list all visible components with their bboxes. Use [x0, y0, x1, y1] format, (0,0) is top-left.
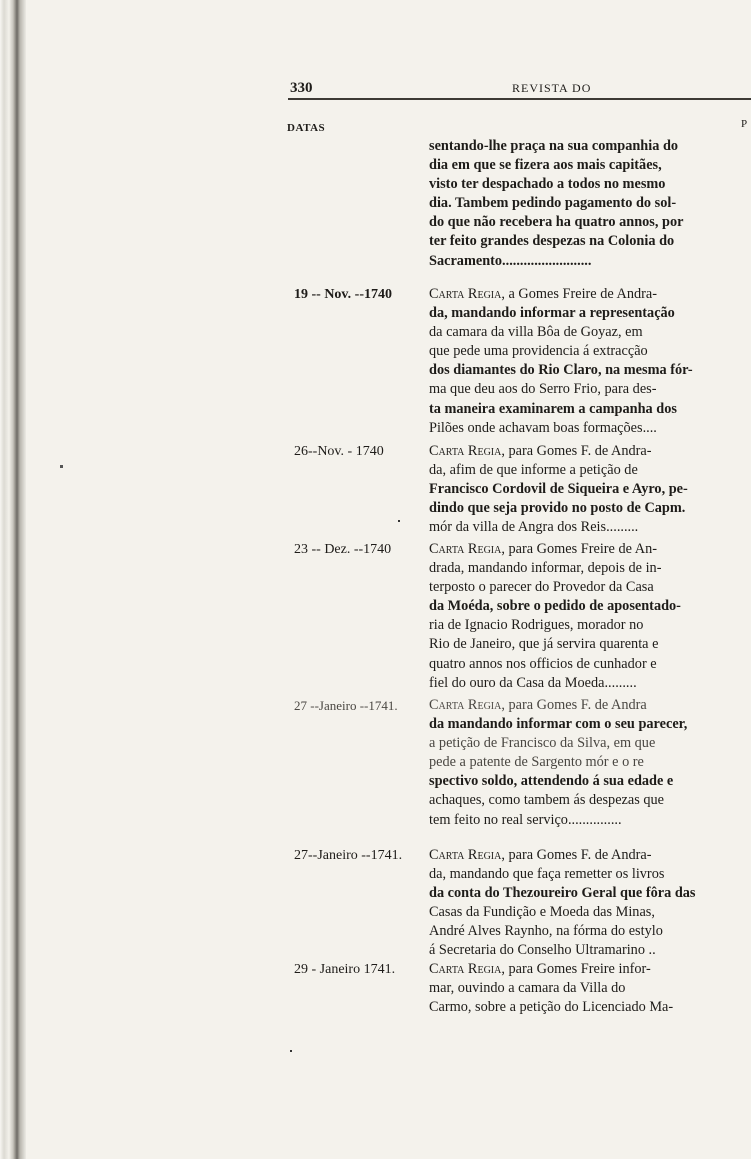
- margin-letter: P: [741, 118, 748, 130]
- text-line: Carta Regia, a Gomes Freire de Andra-: [429, 286, 657, 302]
- text-line: da Moéda, sobre o pedido de aposentado-: [429, 598, 681, 615]
- text-line: dia em que se fizera aos mais capitães,: [429, 157, 662, 174]
- text-line: ter feito grandes despezas na Colonia do: [429, 233, 675, 250]
- text-line: que pede uma providencia á extracção: [429, 343, 648, 360]
- entry-text: [429, 442, 741, 537]
- text-line: quatro annos nos officios de cunhador e: [429, 655, 657, 672]
- text-line: Pilões onde achavam boas formações....: [429, 419, 657, 436]
- text-line: Carta Regia, para Gomes Freire infor-: [429, 961, 651, 977]
- page-speck: [60, 465, 63, 468]
- text-line: ria de Ignacio Rodrigues, morador no: [429, 617, 644, 634]
- entry-text: [429, 846, 741, 961]
- document-type-label: Carta Regia: [429, 541, 502, 557]
- text-line: á Secretaria do Conselho Ultramarino ..: [429, 942, 656, 959]
- text-line: ta maneira examinarem a campanha dos: [429, 400, 677, 417]
- book-spine-shadow: [0, 0, 26, 1159]
- entry-text: [429, 137, 741, 271]
- text-line: do que não recebera ha quatro annos, por: [429, 214, 684, 231]
- text-line: da, mandando que faça remetter os livros: [429, 866, 665, 883]
- document-type-label: Carta Regia: [429, 847, 502, 863]
- text-line: tem feito no real serviço...............: [429, 811, 622, 828]
- text-line: Carmo, sobre a petição do Licenciado Ma-: [429, 999, 674, 1016]
- text-line: da camara da villa Bôa de Goyaz, em: [429, 324, 643, 341]
- entry-date: 19 -- Nov. --1740: [294, 287, 392, 302]
- text-line: Carta Regia, para Gomes F. de Andra-: [429, 443, 652, 459]
- text-line: Sacramento.........................: [429, 252, 592, 269]
- text-line: ma que deu aos do Serro Frio, para des-: [429, 381, 657, 398]
- text-line: fiel do ouro da Casa da Moeda.........: [429, 674, 637, 691]
- document-type-label: Carta Regia: [429, 961, 502, 977]
- text-line: da, afim de que informe a petição de: [429, 462, 638, 479]
- text-line: Casas da Fundição e Moeda das Minas,: [429, 904, 655, 921]
- entry-text: [429, 540, 741, 693]
- text-line: a petição de Francisco da Silva, em que: [429, 735, 656, 752]
- document-type-label: Carta Regia: [429, 697, 502, 713]
- entry-text: [429, 285, 741, 438]
- header-rule: [288, 98, 751, 100]
- entry-text: [429, 960, 741, 1017]
- text-line: mór da villa de Angra dos Reis.........: [429, 519, 639, 536]
- entry-date: 27--Janeiro --1741.: [294, 848, 403, 863]
- entry-text: [429, 696, 741, 830]
- text-line: achaques, como tambem ás despezas que: [429, 792, 665, 809]
- entry-date: 26--Nov. - 1740: [294, 444, 384, 459]
- entry-date: 27 --Janeiro --1741.: [294, 698, 398, 713]
- entry-date: 29 - Janeiro 1741.: [294, 962, 396, 977]
- page-speck: [398, 520, 400, 522]
- text-line: Rio de Janeiro, que já servira quarenta e: [429, 636, 659, 653]
- text-line: visto ter despachado a todos no mesmo: [429, 176, 666, 193]
- text-line: pede a patente de Sargento mór e o re: [429, 754, 644, 771]
- text-line: drada, mandando informar, depois de in-: [429, 560, 662, 577]
- text-line: André Alves Raynho, na fórma do estylo: [429, 923, 663, 940]
- dates-column-heading: DATAS: [287, 122, 326, 134]
- text-line: spectivo soldo, attendendo á sua edade e: [429, 773, 674, 790]
- running-head: REVISTA DO: [512, 81, 592, 95]
- document-type-label: Carta Regia: [429, 443, 502, 459]
- text-line: Carta Regia, para Gomes Freire de An-: [429, 541, 657, 557]
- text-line: sentando-lhe praça na sua companhia do: [429, 138, 679, 154]
- text-line: Francisco Cordovil de Siqueira e Ayro, pe-: [429, 481, 688, 498]
- text-line: dia. Tambem pedindo pagamento do sol-: [429, 195, 677, 212]
- text-line: da, mandando informar a representação: [429, 305, 675, 322]
- text-line: Carta Regia, para Gomes F. de Andra: [429, 697, 647, 713]
- text-line: Carta Regia, para Gomes F. de Andra-: [429, 847, 652, 863]
- text-line: dindo que seja provido no posto de Capm.: [429, 500, 686, 517]
- text-line: dos diamantes do Rio Claro, na mesma fór-: [429, 362, 693, 379]
- page-speck: [290, 1050, 292, 1052]
- entry-date: 23 -- Dez. --1740: [294, 542, 392, 557]
- text-line: mar, ouvindo a camara da Villa do: [429, 980, 626, 997]
- page-number: 330: [290, 80, 313, 96]
- text-line: terposto o parecer do Provedor da Casa: [429, 579, 654, 596]
- text-line: da conta do Thezoureiro Geral que fôra das: [429, 885, 696, 902]
- document-type-label: Carta Regia: [429, 286, 502, 302]
- text-line: da mandando informar com o seu parecer,: [429, 716, 688, 733]
